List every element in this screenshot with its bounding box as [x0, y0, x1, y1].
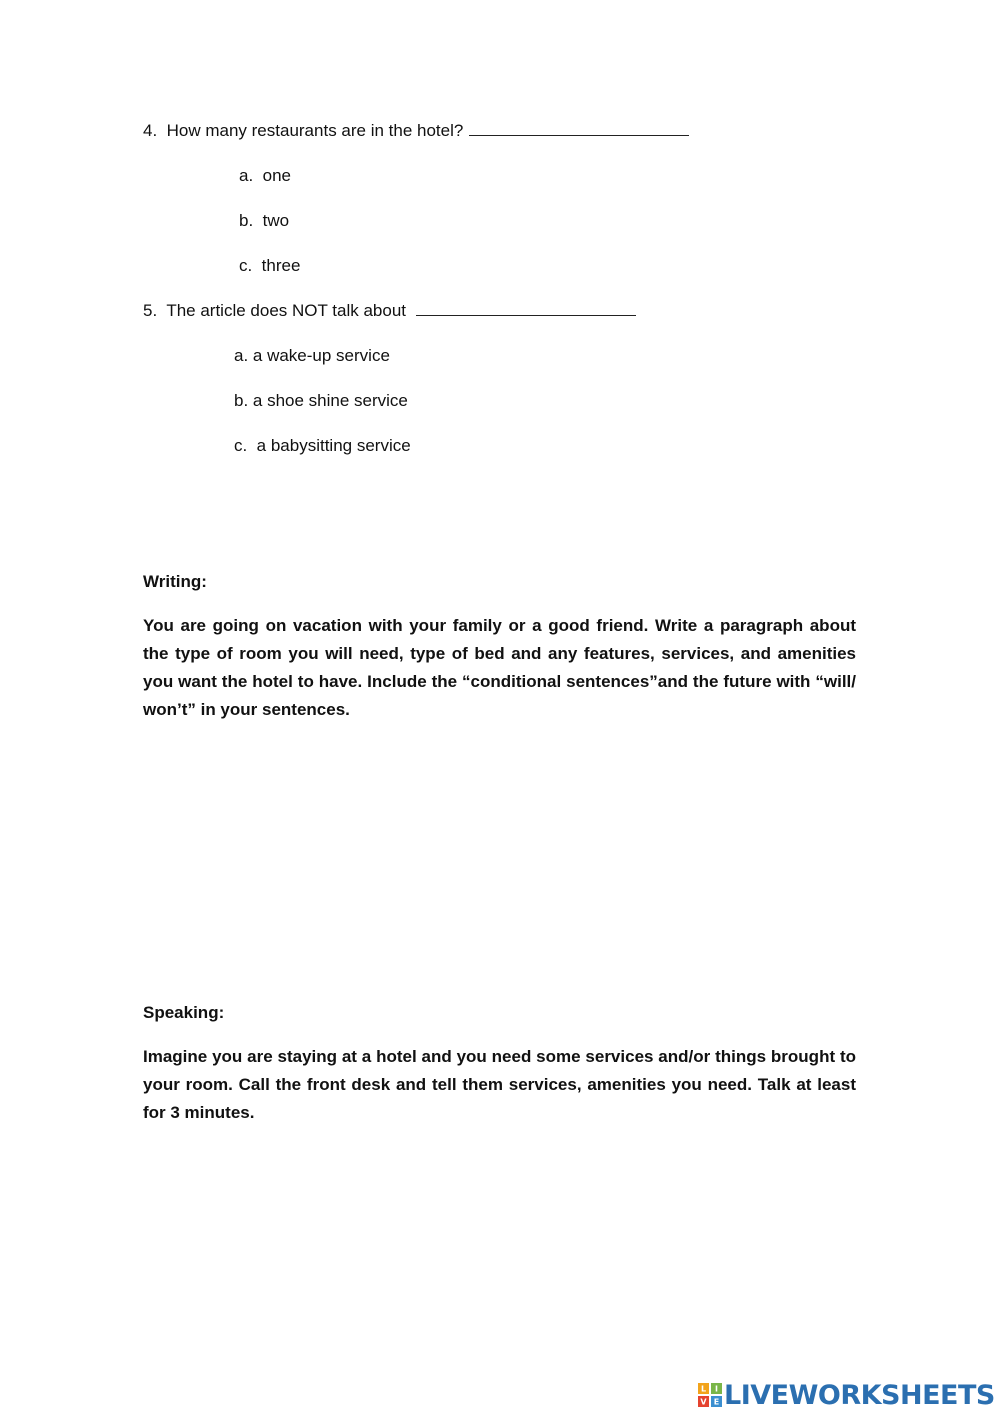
question-5-prompt: 5. The article does NOT talk about [143, 301, 407, 320]
question-5-option-b[interactable]: b. a shoe shine service [234, 391, 408, 410]
speaking-instructions: Imagine you are staying at a hotel and you need some services and/or things brought to your room. Call the front desk and tell them services, amenities you need. Talk at least for 3 minutes. [143, 1047, 856, 1122]
svg-text:V: V [700, 1397, 707, 1407]
liveworksheets-logo-icon [698, 1383, 722, 1407]
question-4 [143, 120, 689, 142]
answer-blank-5[interactable] [416, 314, 636, 316]
question-5 [143, 300, 636, 322]
question-4-option-b[interactable]: b. two [239, 211, 290, 230]
svg-text:L: L [700, 1384, 707, 1394]
question-4-prompt: 4. How many restaurants are in the hotel? [143, 121, 464, 140]
writing-heading: Writing: [143, 572, 207, 591]
svg-text:I: I [715, 1384, 718, 1394]
answer-blank-4[interactable] [469, 134, 689, 136]
question-5-option-a[interactable]: a. a wake-up service [234, 346, 390, 365]
question-4-option-a[interactable]: a. one [239, 166, 291, 185]
speaking-heading: Speaking: [143, 1003, 225, 1022]
liveworksheets-logo-text: LIVEWORKSHEETS [724, 1379, 995, 1411]
writing-instructions: You are going on vacation with your family or a good friend. Write a paragraph about the type of room you will need, type of bed and any features, services, and amenities you want the hotel to have. Include the “conditional sentences”and the future with “will/ won’t” in your sentences. [143, 616, 856, 719]
liveworksheets-logo [698, 1378, 995, 1412]
svg-text:E: E [713, 1397, 720, 1407]
question-5-option-c[interactable]: c. a babysitting service [234, 436, 411, 455]
question-4-option-c[interactable]: c. three [239, 256, 301, 275]
